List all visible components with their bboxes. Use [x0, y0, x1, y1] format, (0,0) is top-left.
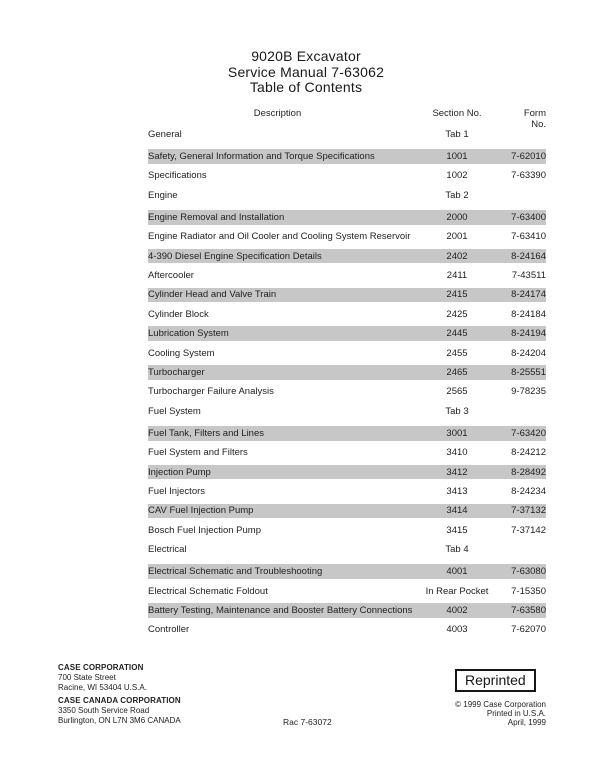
- row-form: 7-63410: [511, 231, 546, 243]
- table-row: [148, 346, 546, 361]
- row-description: Lubrication System: [148, 328, 229, 340]
- row-section: Tab 1: [445, 128, 469, 140]
- table-row: [148, 127, 546, 142]
- row-description: Turbocharger: [148, 366, 205, 378]
- table-row: [148, 210, 546, 225]
- table-row: [148, 504, 546, 519]
- row-description: Injection Pump: [148, 466, 211, 478]
- case-us-address-2: Racine, WI 53404 U.S.A.: [58, 683, 147, 692]
- table-row: [148, 426, 546, 441]
- row-description: Controller: [148, 624, 190, 636]
- table-row: [148, 307, 546, 322]
- copyright-block: [455, 701, 546, 727]
- col-header-form: Form No.: [523, 108, 546, 130]
- title-line-1: 9020B Excavator: [251, 48, 361, 64]
- col-header-section: Section No.: [432, 108, 482, 119]
- row-form: 8-24234: [511, 485, 546, 497]
- row-description: Cylinder Block: [148, 308, 209, 320]
- copyright-line-1: © 1999 Case Corporation: [455, 700, 546, 709]
- table-row: [148, 249, 546, 264]
- row-section: Tab 3: [445, 405, 469, 417]
- row-section: 3413: [446, 485, 468, 497]
- case-canada-address-2: Burlington, ON L7N 3M6 CANADA: [58, 716, 181, 725]
- copyright-line-2: Printed in U.S.A.: [486, 708, 546, 718]
- row-section: 2455: [446, 347, 468, 359]
- row-description: CAV Fuel Injection Pump: [148, 505, 254, 517]
- table-row: [148, 404, 546, 419]
- row-description: Specifications: [148, 170, 207, 182]
- row-section: 2001: [446, 231, 468, 243]
- row-form: 7-63390: [511, 170, 546, 182]
- case-canada-address-1: 3350 South Service Road: [58, 706, 150, 715]
- row-form: 9-78235: [511, 386, 546, 398]
- row-form: 7-62070: [511, 624, 546, 636]
- row-description: Battery Testing, Maintenance and Booster Battery Connections: [148, 604, 413, 616]
- title-line-2: Service Manual 7-63062: [227, 63, 385, 80]
- row-description: Fuel System: [148, 405, 201, 417]
- table-row: [148, 268, 546, 283]
- row-form: 8-25551: [511, 366, 546, 378]
- row-section: Tab 2: [445, 189, 469, 201]
- row-section: 2445: [446, 328, 468, 340]
- table-row: [148, 603, 546, 618]
- row-section: 2411: [446, 269, 468, 281]
- row-section: Tab 4: [445, 544, 469, 556]
- row-description: Fuel Injectors: [148, 485, 206, 497]
- row-section: 3414: [446, 505, 468, 517]
- row-description: Cooling System: [148, 347, 215, 359]
- row-section: 4001: [446, 566, 468, 578]
- table-row: [148, 465, 546, 480]
- table-row: [148, 523, 546, 538]
- row-form: 7-62010: [511, 150, 546, 162]
- table-row: [148, 288, 546, 303]
- row-section: 2565: [446, 386, 468, 398]
- row-section: 3410: [446, 447, 468, 459]
- case-canada-block: [58, 696, 181, 726]
- row-description: Electrical: [148, 544, 187, 556]
- row-description: Aftercooler: [148, 269, 194, 281]
- row-description: Engine Removal and Installation: [148, 211, 285, 223]
- row-form: 7-37142: [511, 524, 546, 536]
- table-row: [148, 188, 546, 203]
- row-description: Cylinder Head and Valve Train: [148, 289, 277, 301]
- row-form: 8-24164: [511, 250, 546, 262]
- col-header-description: Description: [253, 108, 302, 119]
- row-description: 4-390 Diesel Engine Specification Details: [148, 250, 322, 262]
- table-row: [148, 542, 546, 557]
- toc-table: [148, 108, 546, 642]
- case-canada-name: CASE CANADA CORPORATION: [58, 696, 181, 705]
- case-us-address-1: 700 State Street: [58, 673, 116, 682]
- row-section: 1002: [446, 170, 468, 182]
- row-description: Engine Radiator and Oil Cooler and Cooling System Reservoir: [148, 231, 411, 243]
- table-row: [148, 584, 546, 599]
- row-section: In Rear Pocket: [425, 585, 489, 597]
- row-form: 8-24174: [511, 289, 546, 301]
- table-row: [148, 326, 546, 341]
- row-form: 8-24194: [511, 328, 546, 340]
- row-description: Electrical Schematic Foldout: [148, 585, 268, 597]
- row-description: Turbocharger Failure Analysis: [148, 386, 274, 398]
- row-form: 7-63420: [511, 427, 546, 439]
- row-section: 3412: [446, 466, 468, 478]
- row-description: Fuel System and Filters: [148, 447, 248, 459]
- row-form: 7-63580: [511, 604, 546, 616]
- row-form: 7-15350: [511, 585, 546, 597]
- document-number: Rac 7-63072: [283, 717, 332, 727]
- case-us-block: [58, 663, 181, 693]
- table-row: [148, 484, 546, 499]
- table-row: [148, 384, 546, 399]
- row-description: Safety, General Information and Torque Specifications: [148, 150, 375, 162]
- row-description: Fuel Tank, Filters and Lines: [148, 427, 264, 439]
- table-row: [148, 229, 546, 244]
- row-form: 7-63400: [511, 211, 546, 223]
- row-form: 7-37132: [511, 505, 546, 517]
- toc-rows: [148, 127, 546, 637]
- row-section: 2000: [446, 211, 468, 223]
- row-description: Electrical Schematic and Troubleshooting: [148, 566, 323, 578]
- row-description: General: [148, 128, 182, 140]
- row-section: 2465: [446, 366, 468, 378]
- row-description: Engine: [148, 189, 178, 201]
- row-section: 3001: [446, 427, 468, 439]
- table-row: [148, 168, 546, 183]
- table-row: [148, 623, 546, 638]
- row-section: 1001: [446, 150, 468, 162]
- copyright-line-3: April, 1999: [507, 717, 546, 727]
- table-row: [148, 564, 546, 579]
- title-line-3: Table of Contents: [249, 79, 363, 95]
- document-title: [0, 49, 600, 96]
- table-row: [148, 365, 546, 380]
- row-form: 8-28492: [511, 466, 546, 478]
- case-us-name: CASE CORPORATION: [58, 663, 144, 672]
- row-section: 2402: [446, 250, 468, 262]
- table-row: [148, 149, 546, 164]
- row-section: 3415: [446, 524, 468, 536]
- row-form: 7-43511: [511, 269, 546, 281]
- row-form: 8-24212: [511, 447, 546, 459]
- row-section: 2415: [446, 289, 468, 301]
- row-form: 8-24184: [511, 308, 546, 320]
- publisher-addresses: [58, 663, 181, 726]
- row-section: 2425: [446, 308, 468, 320]
- row-form: 7-63080: [511, 566, 546, 578]
- row-form: 8-24204: [511, 347, 546, 359]
- reprinted-stamp: Reprinted: [455, 669, 536, 692]
- row-section: 4003: [446, 624, 468, 636]
- row-section: 4002: [446, 604, 468, 616]
- row-description: Bosch Fuel Injection Pump: [148, 524, 262, 536]
- table-row: [148, 445, 546, 460]
- toc-header-row: [148, 108, 546, 130]
